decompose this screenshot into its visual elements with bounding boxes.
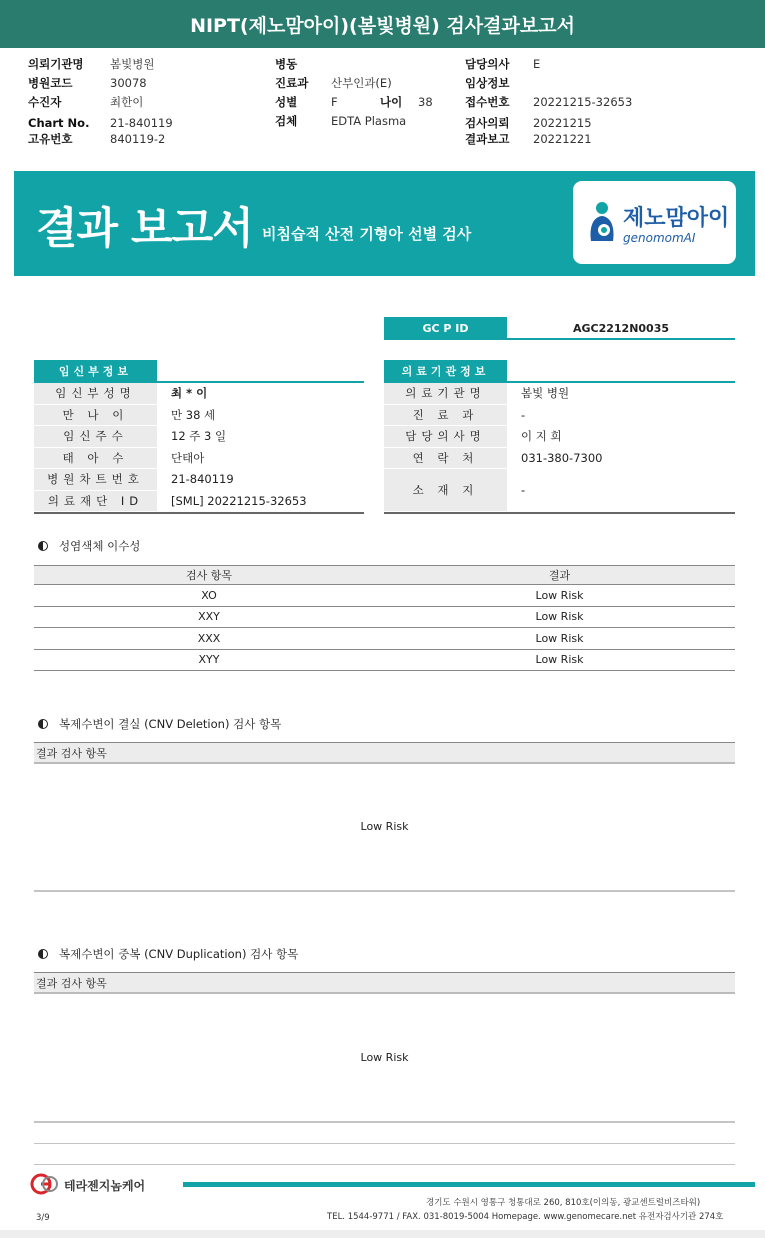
table-header	[34, 565, 735, 585]
cell-item: XXY	[198, 610, 220, 624]
divider	[34, 512, 364, 514]
meta-value: EDTA Plasma	[331, 114, 407, 128]
meta-value: E	[533, 57, 541, 71]
cell-item: XXX	[197, 631, 221, 645]
section-title: 성염색체 이수성	[59, 539, 141, 553]
meta-label: 결과보고	[465, 132, 510, 146]
meta-value: 840119-2	[110, 132, 166, 146]
info-value: [SML] 20221215-32653	[171, 493, 307, 508]
info-key: 연 락 처	[384, 448, 507, 469]
info-key: 병원차트번호	[34, 469, 157, 490]
page-number: 3/9	[36, 1213, 50, 1223]
meta-label: 담당의사	[465, 57, 510, 71]
patient-info-header: 임신부정보	[34, 360, 157, 381]
info-row	[34, 469, 364, 491]
info-value: -	[521, 483, 526, 497]
banner-subtitle: 비침습적 산전 기형아 선별 검사	[262, 225, 472, 243]
info-value: 만 38 세	[171, 407, 216, 422]
section-cnv-duplication	[38, 946, 298, 962]
meta-value: F	[331, 95, 338, 109]
meta-label: 진료과	[275, 76, 309, 90]
info-value: 단태아	[171, 450, 205, 465]
institution-info-header: 의료기관정보	[384, 360, 507, 381]
company-address: 경기도 수원시 영통구 청통대로 260, 810호(이의동, 광교센트럴비즈타워)	[426, 1198, 701, 1208]
meta-label: 접수번호	[465, 95, 510, 109]
terragen-logo-icon	[30, 1173, 60, 1195]
half-circle-icon	[38, 541, 48, 551]
table-row	[34, 607, 735, 629]
info-key: 소 재 지	[384, 469, 507, 511]
column-header: 검사 항목	[185, 569, 232, 582]
info-row	[34, 448, 364, 470]
divider	[34, 1121, 735, 1123]
sex-chromosome-table	[34, 565, 735, 671]
info-value: -	[521, 407, 526, 422]
cnv-deletion-header: 결과 검사 항목	[34, 742, 735, 764]
gcp-id-label: GC P ID	[384, 317, 507, 339]
info-value: 031-380-7300	[521, 450, 603, 465]
cell-item: XYY	[198, 653, 220, 667]
info-value: 봄빛 병원	[521, 386, 570, 401]
half-circle-icon	[38, 719, 48, 729]
meta-label: 수진자	[28, 95, 62, 109]
meta-value: 20221215	[533, 116, 592, 130]
meta-value: 38	[418, 95, 433, 109]
report-banner	[14, 171, 755, 276]
cell-result: Low Risk	[535, 588, 584, 602]
meta-label: 나이	[380, 95, 403, 109]
info-row	[34, 405, 364, 427]
info-value: 21-840119	[171, 472, 234, 487]
section-title: 복제수변이 중복 (CNV Duplication) 검사 항목	[59, 947, 299, 961]
section-cnv-deletion	[38, 716, 281, 732]
column-header: 결과	[548, 569, 571, 582]
meta-label: 고유번호	[28, 132, 73, 146]
cell-result: Low Risk	[535, 653, 584, 667]
patient-info-table	[34, 360, 364, 514]
cell-result: Low Risk	[535, 610, 584, 624]
table-row	[34, 650, 735, 672]
info-row	[384, 426, 735, 448]
info-value: 12 주 3 일	[171, 429, 227, 444]
meta-value: 산부인과(E)	[331, 76, 392, 90]
half-circle-icon	[38, 949, 48, 959]
divider	[34, 890, 735, 892]
cell-result: Low Risk	[535, 631, 584, 645]
info-key: 담당의사명	[384, 426, 507, 447]
info-key: 만 나 이	[34, 405, 157, 426]
meta-value: 21-840119	[110, 116, 173, 130]
bottom-strip	[0, 1230, 765, 1238]
info-key: 태 아 수	[34, 448, 157, 469]
meta-label: 의뢰기관명	[28, 57, 84, 71]
meta-value: 최한이	[110, 95, 144, 109]
divider	[34, 1164, 735, 1165]
meta-value: 봄빛병원	[110, 57, 155, 71]
company-name: 테라젠지놈케어	[64, 1179, 146, 1193]
info-key: 의료재단 ID	[34, 491, 157, 512]
divider	[384, 512, 735, 514]
info-row	[384, 405, 735, 427]
section-sex-chromosome	[38, 538, 140, 554]
info-key: 임신주수	[34, 426, 157, 447]
cnv-duplication-result: Low Risk	[360, 1051, 409, 1064]
cnv-duplication-header: 결과 검사 항목	[34, 972, 735, 994]
meta-label: Chart No.	[28, 116, 90, 130]
meta-label: 검사의뢰	[465, 116, 510, 130]
meta-value: 30078	[110, 76, 147, 90]
meta-label: 검체	[275, 114, 298, 128]
genomom-logo-icon	[587, 201, 617, 245]
info-row	[34, 491, 364, 513]
info-value: 이 지 희	[521, 429, 562, 444]
meta-label: 성별	[275, 95, 298, 109]
info-row	[384, 469, 735, 512]
meta-label: 병동	[275, 57, 298, 71]
info-key: 진 료 과	[384, 405, 507, 426]
table-row	[34, 585, 735, 607]
divider	[34, 1143, 735, 1144]
logo-name: 제노맘아이	[623, 206, 730, 231]
info-row	[384, 448, 735, 470]
meta-label: 병원코드	[28, 76, 73, 90]
footer-divider	[183, 1182, 755, 1187]
institution-info-table	[384, 360, 735, 514]
report-title: NIPT(제노맘아이)(봄빛병원) 검사결과보고서	[0, 0, 765, 48]
meta-value: 20221221	[533, 132, 592, 146]
info-row	[34, 426, 364, 448]
table-row	[34, 628, 735, 650]
info-row	[34, 383, 364, 405]
section-title: 복제수변이 결실 (CNV Deletion) 검사 항목	[59, 717, 282, 731]
company-contact: TEL. 1544-9771 / FAX. 031-8019-5004 Homepage. www.genomecare.net 유전자검사기관 274호	[327, 1212, 724, 1222]
info-key: 의료기관명	[384, 383, 507, 404]
banner-title: 결과 보고서	[36, 204, 253, 254]
info-value: 최 * 이	[171, 386, 208, 401]
info-row	[384, 383, 735, 405]
meta-value: 20221215-32653	[533, 95, 633, 109]
cnv-deletion-result: Low Risk	[360, 820, 409, 833]
genomom-logo	[573, 181, 736, 264]
info-key: 임신부성명	[34, 383, 157, 404]
meta-label: 임상정보	[465, 76, 510, 90]
divider	[384, 338, 735, 340]
cell-item: XO	[201, 588, 217, 602]
logo-subtitle: genomomAI	[623, 231, 696, 245]
gcp-id-value: AGC2212N0035	[572, 321, 670, 335]
